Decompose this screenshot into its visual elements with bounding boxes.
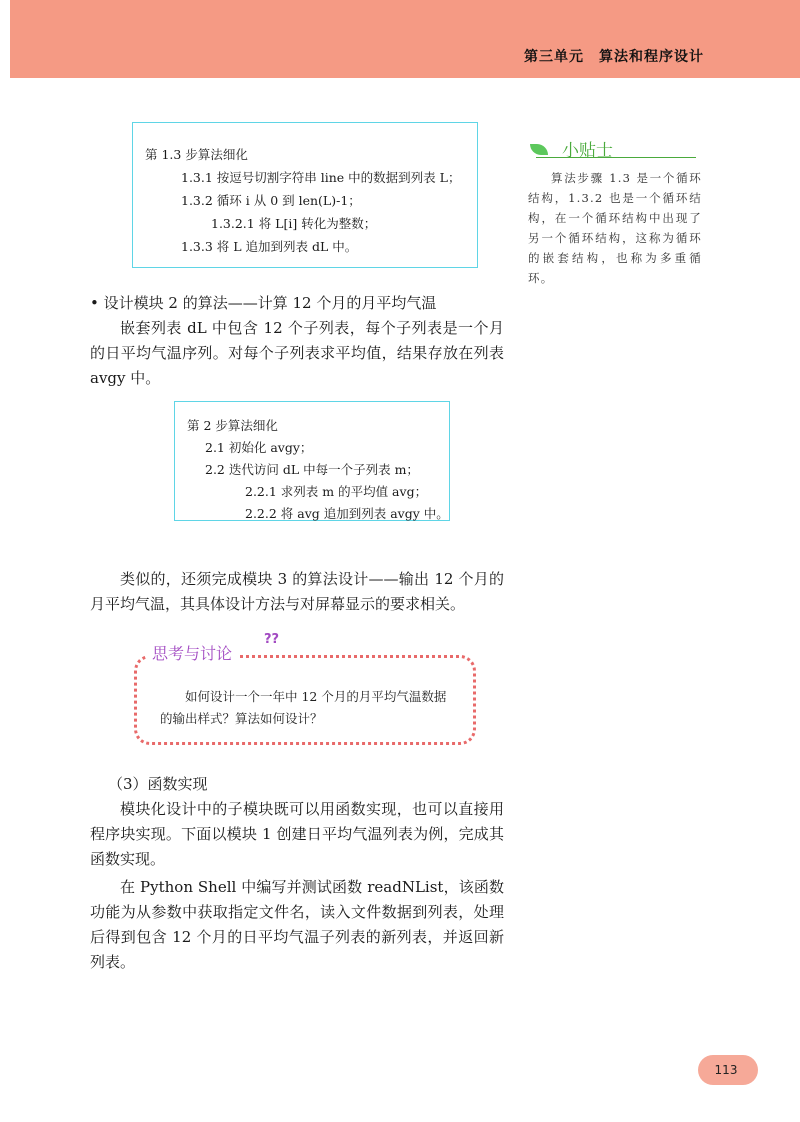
- step1-title: 第 1.3 步算法细化: [145, 147, 248, 162]
- tip-title: 小贴士: [562, 141, 613, 161]
- page-number: 113: [714, 1063, 738, 1077]
- question-marks-icon: ??: [264, 632, 280, 647]
- module2-body: 嵌套列表 dL 中包含 12 个子列表，每个子列表是一个月的日平均气温序列。对每个子列表求平均值，结果存放在列表 avgy 中。: [90, 319, 504, 387]
- discussion-title: 思考与讨论: [146, 641, 238, 664]
- step1-line: 1.3.1 按逗号切割字符串 line 中的数据到列表 L；: [181, 170, 461, 185]
- tip-sidebar: [528, 136, 708, 288]
- header-band: [10, 0, 800, 78]
- step1-line: 1.3.2 循环 i 从 0 到 len(L)-1；: [181, 193, 361, 208]
- step2-line: 2.2.1 求列表 m 的平均值 avg；: [245, 484, 428, 499]
- bullet: •: [90, 294, 99, 312]
- step2-line: 2.1 初始化 avgy；: [205, 440, 313, 455]
- section3-paragraph-2: 在 Python Shell 中编写并测试函数 readNList，该函数功能为从参数中获取指定文件名，读入文件数据到列表，处理后得到包含 12 个月的日平均气温子列表的新列表，并返回新列表。: [90, 878, 504, 971]
- step1-line: 1.3.2.1 将 L[i] 转化为整数；: [211, 216, 377, 231]
- section3-paragraph-1: 模块化设计中的子模块既可以用函数实现，也可以直接用程序块实现。下面以模块 1 创建日平均气温列表为例，完成其函数实现。: [90, 800, 504, 868]
- step1-refinement-box: [132, 122, 478, 268]
- module2-heading: [90, 291, 504, 316]
- module3-paragraph: 类似的，还须完成模块 3 的算法设计——输出 12 个月的月平均气温，其具体设计方法与对屏幕显示的要求相关。: [90, 570, 504, 613]
- step2-refinement-box: [174, 401, 450, 521]
- step2-line: 2.2 迭代访问 dL 中每一个子列表 m；: [205, 462, 419, 477]
- step2-line: 2.2.2 将 avg 追加到列表 avgy 中。: [245, 506, 449, 521]
- section3-heading: （3）函数实现: [108, 775, 208, 793]
- leaf-icon: [530, 144, 548, 155]
- step1-line: 1.3.3 将 L 追加到列表 dL 中。: [181, 239, 358, 254]
- tip-underline: [536, 157, 696, 158]
- step2-title: 第 2 步算法细化: [187, 418, 278, 433]
- module2-heading-text: 设计模块 2 的算法——计算 12 个月的月平均气温: [103, 294, 437, 312]
- tip-text: 算法步骤 1.3 是一个循环结构，1.3.2 也是一个循环结构，在一个循环结构中出现了另一个循环结构，这称为循环的嵌套结构，也称为多重循环。: [528, 171, 702, 285]
- unit-title: 第三单元 算法和程序设计: [524, 49, 704, 65]
- discussion-text: 如何设计一个一年中 12 个月的月平均气温数据的输出样式？算法如何设计？: [160, 689, 447, 726]
